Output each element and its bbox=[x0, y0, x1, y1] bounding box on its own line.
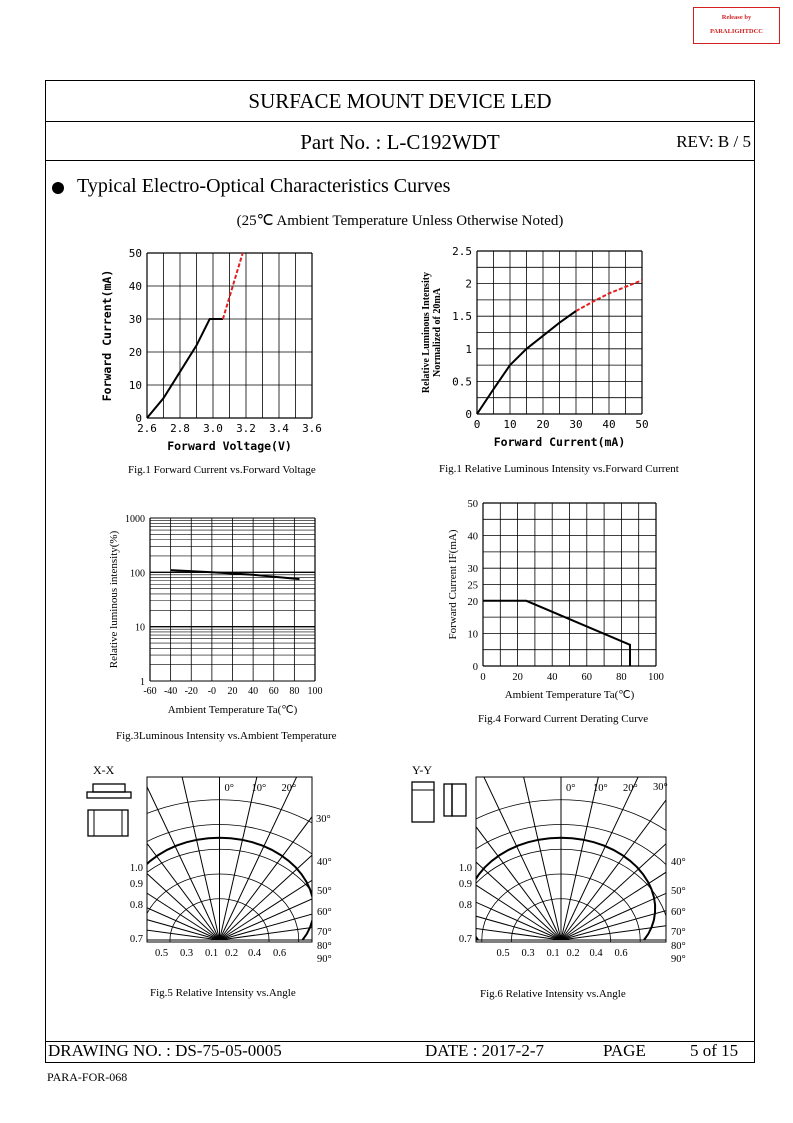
radial-label: 0.4 bbox=[247, 948, 262, 959]
x-tick-label: 50 bbox=[635, 418, 649, 431]
caption-fig1: Fig.1 Forward Current vs.Forward Voltage bbox=[128, 464, 316, 476]
chart-polar-y bbox=[408, 760, 698, 965]
bullet-icon bbox=[52, 182, 64, 194]
x-tick-label: 30 bbox=[569, 418, 583, 431]
y-tick-label: 10 bbox=[467, 629, 478, 641]
angle-label: 20° bbox=[281, 783, 297, 794]
x-axis-label: Ambient Temperature Ta(℃) bbox=[167, 704, 298, 716]
y-tick-label: 2 bbox=[465, 277, 472, 291]
radial-label: 0.9 bbox=[458, 879, 472, 890]
x-tick-label: 20 bbox=[227, 686, 238, 697]
radial-line bbox=[408, 881, 561, 940]
angle-label: 60° bbox=[671, 907, 686, 918]
y-tick-label: 30 bbox=[467, 564, 478, 576]
angle-label: 10° bbox=[593, 783, 608, 794]
radial-label: 0.1 bbox=[546, 948, 560, 959]
angle-label: 80° bbox=[317, 941, 332, 952]
radial-label: 0.3 bbox=[179, 948, 194, 959]
radial-label: 0.7 bbox=[458, 934, 472, 945]
package-top-icon bbox=[93, 784, 125, 792]
x-tick-label: 3.4 bbox=[269, 422, 289, 435]
chart-forward-current-vs-voltage bbox=[95, 244, 335, 459]
radial-label: 1.0 bbox=[129, 863, 143, 874]
radial-line bbox=[85, 807, 220, 940]
y-axis-label: Forward Current IF(mA) bbox=[447, 529, 459, 640]
page-label: PAGE bbox=[603, 1041, 646, 1060]
x-tick-label: 2.6 bbox=[137, 422, 157, 435]
x-axis-label: Forward Current(mA) bbox=[493, 435, 626, 449]
x-tick-label: 3.0 bbox=[203, 422, 223, 435]
caption-fig2: Fig.1 Relative Luminous Intensity vs.Forward Current bbox=[439, 463, 679, 475]
angle-label: 30° bbox=[316, 814, 331, 825]
y-tick-label: 1.5 bbox=[452, 310, 472, 324]
date: DATE : 2017-2-7 bbox=[425, 1041, 544, 1060]
caption-fig3: Fig.3Luminous Intensity vs.Ambient Temperature bbox=[116, 730, 337, 742]
y-tick-label: 20 bbox=[467, 596, 478, 608]
radial-line bbox=[220, 807, 346, 940]
plot-frame bbox=[476, 777, 666, 942]
x-tick-label: 100 bbox=[648, 672, 664, 683]
radial-label: 0.1 bbox=[204, 948, 219, 959]
x-tick-label: 0 bbox=[473, 418, 481, 431]
x-axis-label: Forward Voltage(V) bbox=[167, 439, 292, 453]
radial-label: 0.6 bbox=[614, 948, 628, 959]
y-tick-label: 0.5 bbox=[452, 375, 472, 389]
y-tick-label: 25 bbox=[467, 580, 478, 592]
x-tick-label: 40 bbox=[248, 686, 259, 697]
chart-current-derating bbox=[440, 495, 670, 705]
angle-label: 10° bbox=[251, 783, 267, 794]
radial-label: 0.2 bbox=[224, 948, 239, 959]
caption-fig4: Fig.4 Forward Current Derating Curve bbox=[478, 713, 649, 725]
y-tick-label: 0 bbox=[135, 412, 142, 425]
y-axis-label: Relative luminous intensity(%) bbox=[108, 530, 120, 669]
package-side-icon bbox=[444, 784, 452, 816]
angle-label: 40° bbox=[317, 857, 332, 868]
angle-label: 20° bbox=[623, 783, 638, 794]
y-axis-label: Forward Current(mA) bbox=[100, 269, 114, 402]
y-tick-label: 1 bbox=[140, 677, 145, 688]
package-base-icon bbox=[87, 792, 131, 798]
polar-grid bbox=[85, 767, 345, 965]
radial-label: 0.4 bbox=[589, 948, 603, 959]
package-front-icon bbox=[412, 782, 434, 822]
stamp-line2: PARALIGHTDCC bbox=[710, 28, 763, 35]
x-tick-label: 3.2 bbox=[236, 422, 256, 435]
y-axis-label: Relative Luminous Intensity bbox=[421, 271, 432, 394]
angle-label: 80° bbox=[671, 941, 686, 952]
section-title: Typical Electro-Optical Characteristics Curves bbox=[77, 175, 451, 197]
y-tick-label: 0 bbox=[465, 408, 472, 421]
x-tick-label: -60 bbox=[143, 686, 157, 697]
radial-label: 0.6 bbox=[272, 948, 287, 959]
y-tick-label: 50 bbox=[128, 247, 142, 260]
radial-ring bbox=[85, 825, 345, 966]
angle-label: 30° bbox=[653, 782, 668, 793]
y-tick-label: 40 bbox=[467, 531, 478, 543]
release-stamp bbox=[693, 7, 780, 44]
revision: REV: B / 5 bbox=[676, 132, 751, 151]
stamp-line1: Release by bbox=[721, 14, 752, 21]
x-tick-label: 80 bbox=[289, 686, 300, 697]
radial-label: 0.9 bbox=[129, 879, 143, 890]
radial-label: 0.7 bbox=[129, 934, 143, 945]
x-tick-label: 20 bbox=[536, 418, 550, 431]
chart-polar-x bbox=[85, 760, 345, 965]
angle-label: 70° bbox=[317, 927, 332, 938]
x-tick-label: 80 bbox=[616, 672, 627, 683]
angle-label: 50° bbox=[317, 886, 332, 897]
y-tick-label: 30 bbox=[128, 313, 142, 326]
y-tick-label: 1 bbox=[465, 342, 472, 356]
series-line bbox=[147, 319, 223, 418]
x-tick-label: 0 bbox=[480, 672, 486, 683]
x-tick-label: -20 bbox=[184, 686, 198, 697]
package-lens-icon bbox=[452, 784, 466, 816]
radial-label: 0.8 bbox=[458, 900, 472, 911]
radial-label: 0.3 bbox=[521, 948, 535, 959]
x-tick-label: 40 bbox=[546, 672, 558, 683]
y-tick-label: 2.5 bbox=[452, 245, 472, 258]
radial-line bbox=[561, 829, 698, 940]
x-tick-label: 40 bbox=[602, 418, 616, 431]
x-tick-label: 3.6 bbox=[302, 422, 322, 435]
radial-line bbox=[561, 807, 698, 940]
y-tick-label: 20 bbox=[128, 346, 142, 359]
angle-label: 70° bbox=[671, 927, 686, 938]
x-tick-label: -0 bbox=[207, 686, 217, 697]
radial-line bbox=[85, 910, 220, 940]
chart-luminous-vs-temperature bbox=[105, 505, 335, 725]
y-tick-label: 100 bbox=[130, 568, 145, 580]
angle-label: 0° bbox=[566, 783, 576, 794]
conditions-note: (25℃ Ambient Temperature Unless Otherwise Noted) bbox=[236, 213, 564, 229]
angle-label: 50° bbox=[671, 886, 686, 897]
part-number: Part No. : L-C192WDT bbox=[300, 130, 500, 154]
radial-line bbox=[85, 829, 220, 940]
x-tick-label: 60 bbox=[268, 686, 279, 697]
chart-luminous-vs-current bbox=[415, 240, 665, 455]
x-tick-label: 20 bbox=[512, 672, 523, 683]
x-tick-label: 100 bbox=[307, 686, 323, 697]
y-tick-label: 10 bbox=[128, 379, 142, 392]
angle-label: 40° bbox=[671, 857, 686, 868]
x-tick-label: 10 bbox=[503, 418, 517, 431]
radial-label: 0.5 bbox=[154, 948, 169, 959]
y-tick-label: 0 bbox=[472, 662, 478, 673]
divider-part bbox=[45, 160, 755, 161]
y-tick-label: 40 bbox=[128, 280, 142, 293]
radial-label: 0.5 bbox=[496, 948, 510, 959]
x-tick-label: 60 bbox=[581, 672, 593, 683]
radial-label: 0.8 bbox=[129, 900, 143, 911]
page-value: 5 of 15 bbox=[690, 1041, 739, 1060]
y-axis-label: Normalized of 20mA bbox=[432, 288, 443, 377]
page-title: SURFACE MOUNT DEVICE LED bbox=[248, 89, 552, 113]
angle-label: 60° bbox=[317, 907, 332, 918]
divider-title bbox=[45, 121, 755, 122]
y-tick-label: 1000 bbox=[125, 514, 145, 525]
radial-label: 1.0 bbox=[458, 863, 472, 874]
form-number: PARA-FOR-068 bbox=[47, 1070, 128, 1084]
y-tick-label: 50 bbox=[467, 499, 478, 510]
drawing-number: DRAWING NO. : DS-75-05-0005 bbox=[48, 1041, 282, 1060]
angle-label: 90° bbox=[317, 954, 332, 965]
radial-label: 0.2 bbox=[566, 948, 580, 959]
x-tick-label: 2.8 bbox=[170, 422, 190, 435]
view-label: Y-Y bbox=[412, 763, 432, 777]
x-axis-label: Ambient Temperature Ta(℃) bbox=[504, 689, 635, 701]
caption-fig6: Fig.6 Relative Intensity vs.Angle bbox=[480, 988, 626, 1000]
angle-label: 90° bbox=[671, 954, 686, 965]
x-tick-label: -40 bbox=[163, 686, 178, 697]
angle-label: 0° bbox=[224, 783, 234, 794]
y-tick-label: 10 bbox=[135, 622, 145, 634]
caption-fig5: Fig.5 Relative Intensity vs.Angle bbox=[150, 987, 296, 999]
view-label: X-X bbox=[93, 763, 115, 777]
